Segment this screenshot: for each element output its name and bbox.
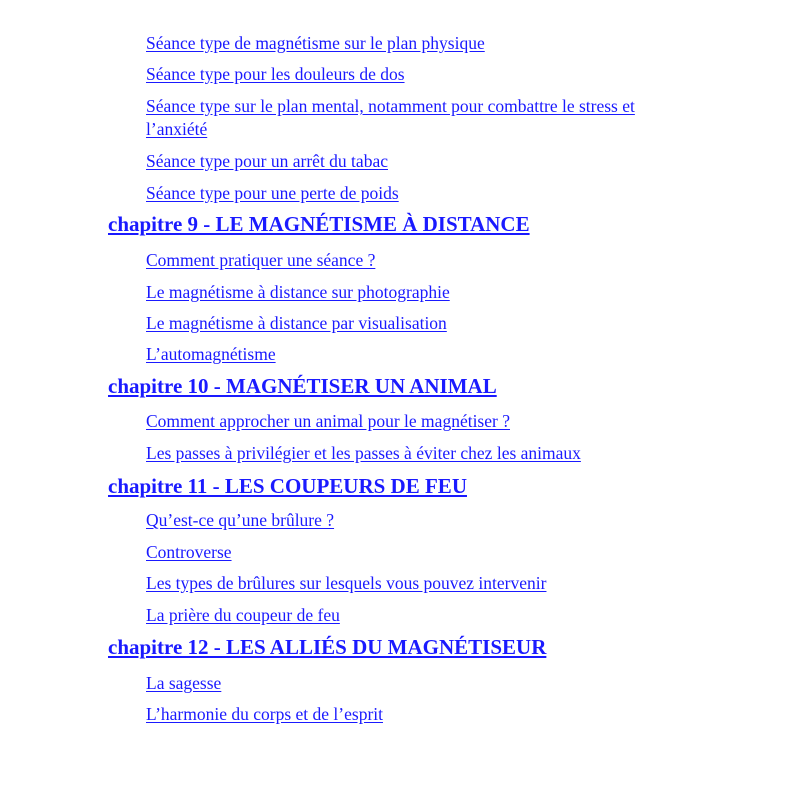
toc-link[interactable]: Le magnétisme à distance par visualisation (146, 313, 447, 333)
toc-link[interactable]: L’automagnétisme (146, 344, 276, 364)
toc-link[interactable]: Séance type sur le plan mental, notamment pour combattre le stress et l’anxiété (146, 96, 635, 139)
toc-link[interactable]: L’harmonie du corps et de l’esprit (146, 704, 383, 724)
toc-link[interactable]: La prière du coupeur de feu (146, 605, 340, 625)
toc-link[interactable]: Les types de brûlures sur lesquels vous pouvez intervenir (146, 573, 547, 593)
toc-chapter-link[interactable]: chapitre 9 - LE MAGNÉTISME À DISTANCE (108, 212, 530, 236)
toc-link[interactable]: Les passes à privilégier et les passes à éviter chez les animaux (146, 443, 581, 463)
toc-link[interactable]: Séance type de magnétisme sur le plan physique (146, 33, 485, 53)
toc-link[interactable]: Séance type pour une perte de poids (146, 183, 399, 203)
toc-chapter-link[interactable]: chapitre 11 - LES COUPEURS DE FEU (108, 474, 467, 498)
toc-chapter-link[interactable]: chapitre 12 - LES ALLIÉS DU MAGNÉTISEUR (108, 635, 547, 659)
toc-link[interactable]: Comment approcher un animal pour le magnétiser ? (146, 411, 510, 431)
toc-chapter-link[interactable]: chapitre 10 - MAGNÉTISER UN ANIMAL (108, 374, 497, 398)
toc-link[interactable]: Séance type pour un arrêt du tabac (146, 151, 388, 171)
toc-link[interactable]: Qu’est-ce qu’une brûlure ? (146, 510, 335, 530)
toc-link[interactable]: Le magnétisme à distance sur photographie (146, 282, 450, 302)
toc-link[interactable]: Controverse (146, 542, 232, 562)
toc-link[interactable]: Comment pratiquer une séance ? (146, 250, 376, 270)
toc-link[interactable]: La sagesse (146, 673, 222, 693)
toc-link[interactable]: Séance type pour les douleurs de dos (146, 64, 405, 84)
